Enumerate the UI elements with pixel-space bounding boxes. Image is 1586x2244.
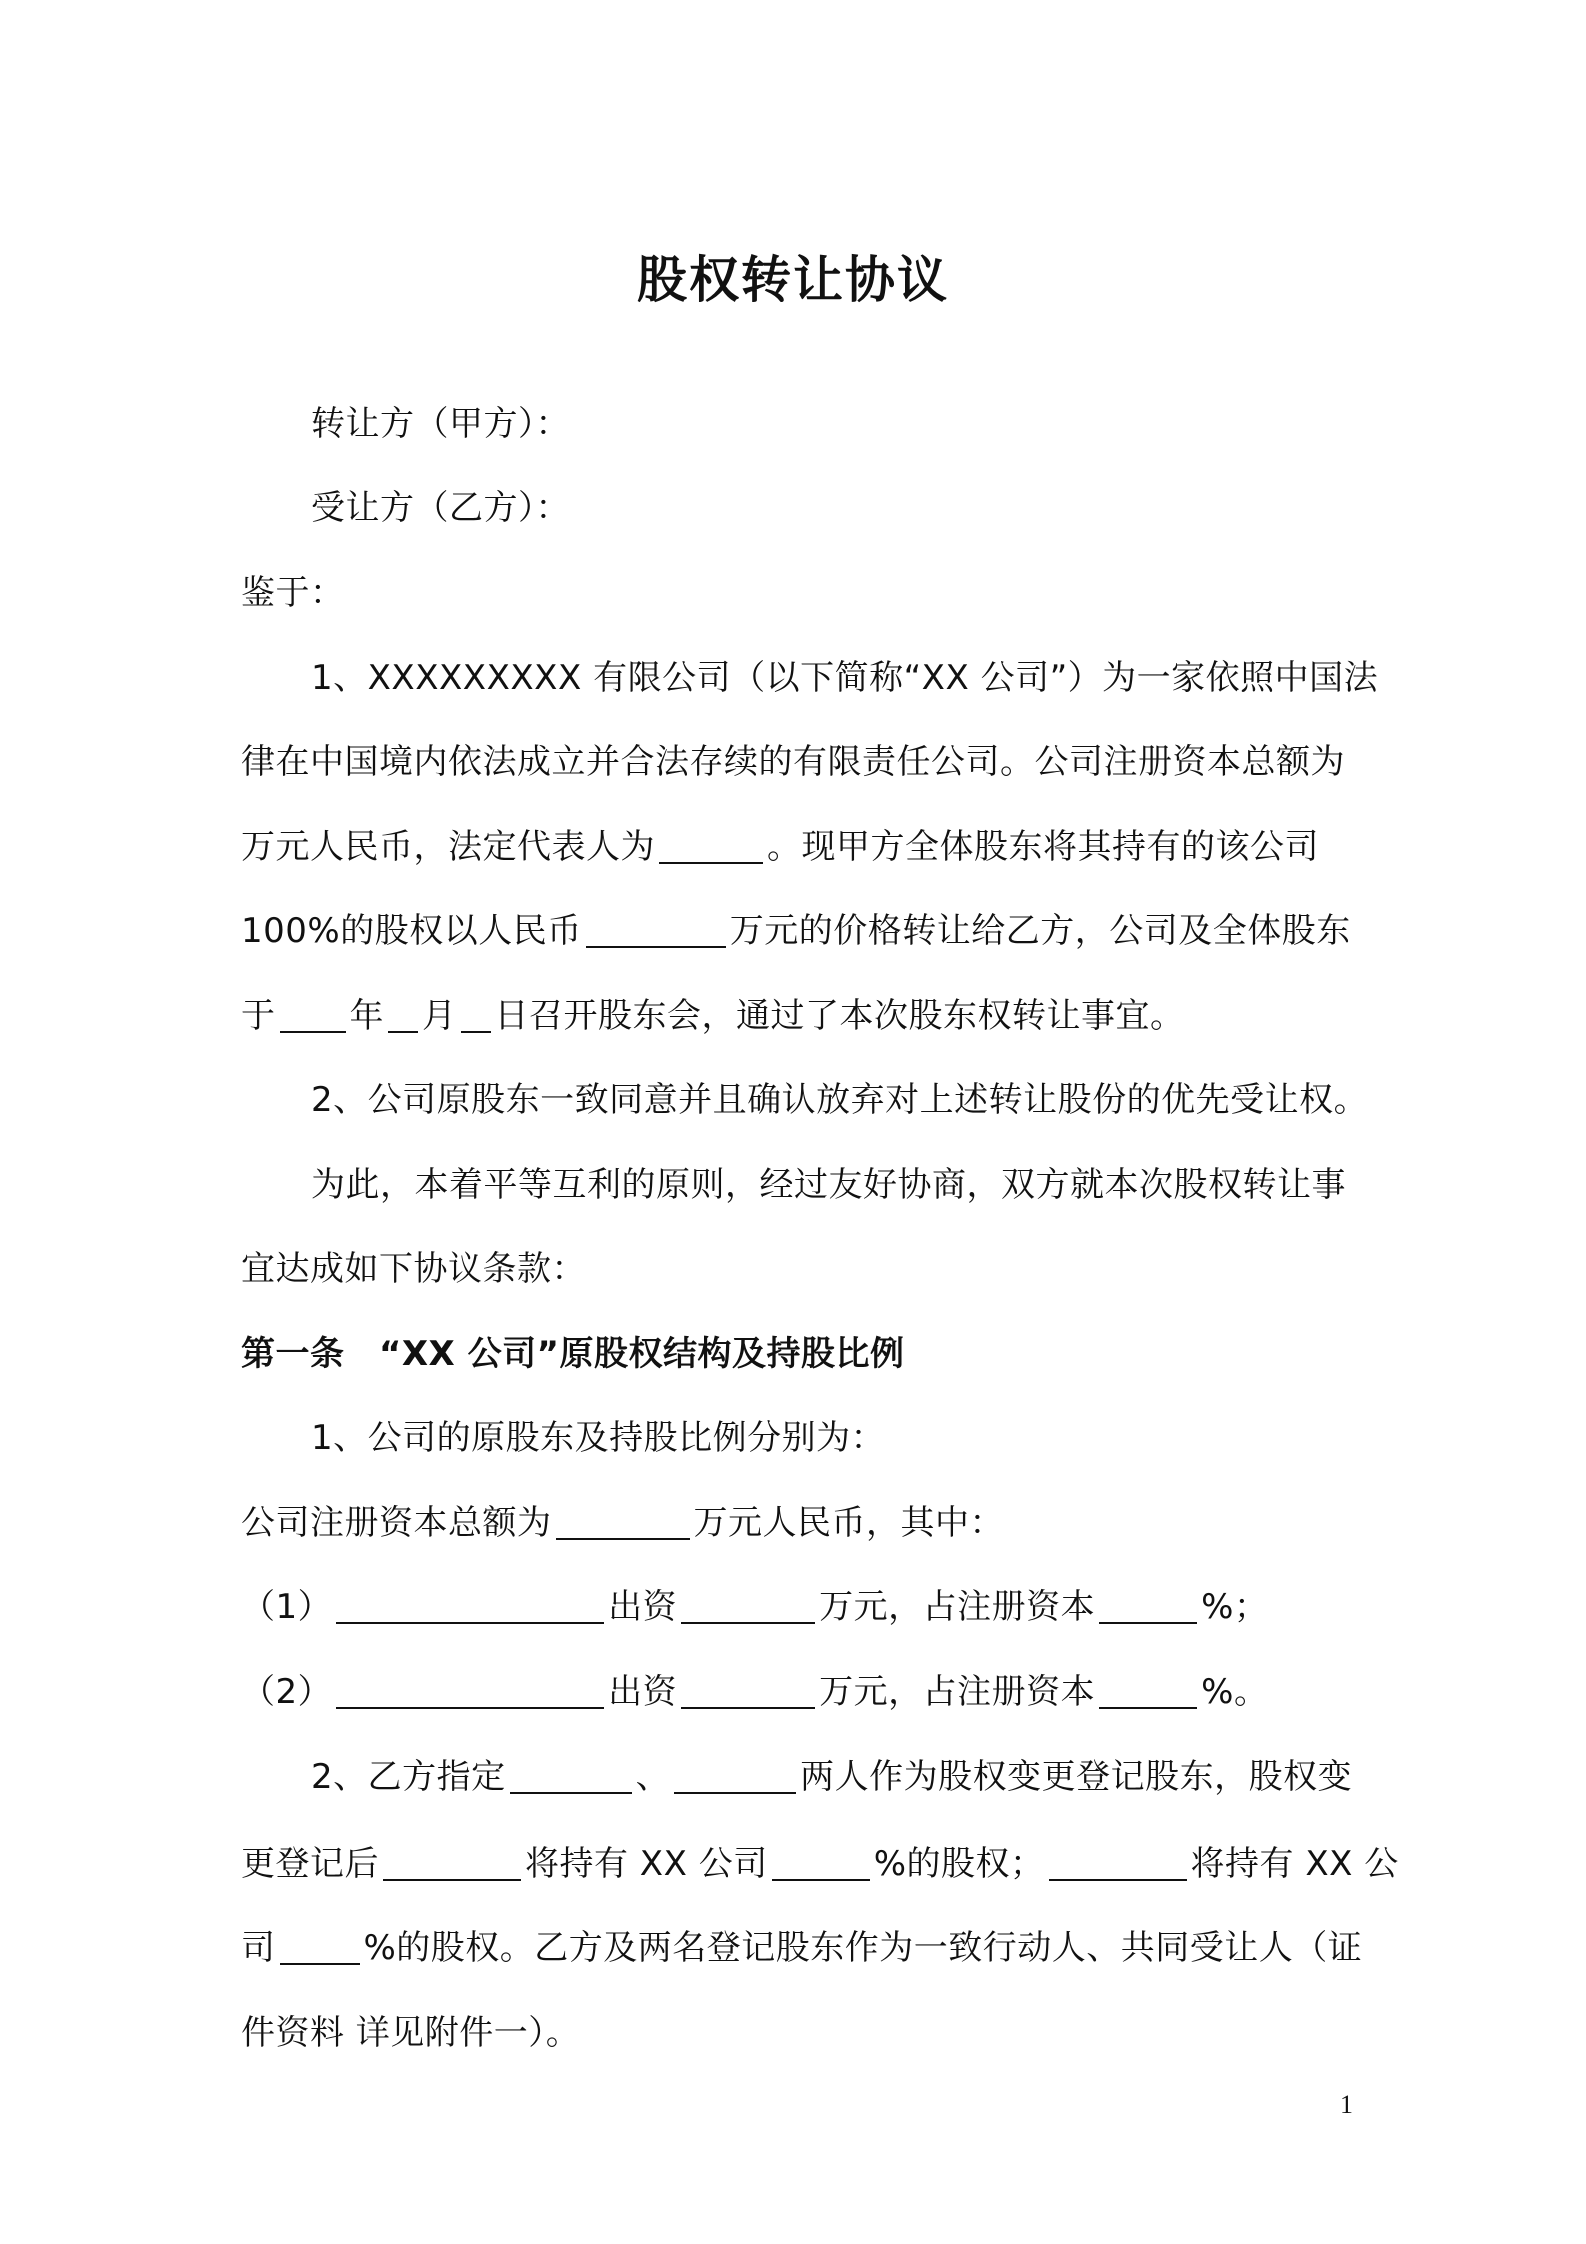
clause2-line: 2、公司原股东一致同意并且确认放弃对上述转让股份的优先受让权。 xyxy=(311,1080,1369,1120)
item2-l2-text-c: %的股权； xyxy=(873,1844,1045,1884)
article1-item2-line4: 件资料 详见附件一）。 xyxy=(241,2013,581,2053)
article1-heading: 第一条 “XX 公司”原股权结构及持股比例 xyxy=(241,1334,905,1374)
day-blank xyxy=(461,995,491,1033)
row1-number: （1） xyxy=(241,1587,333,1627)
article1-item1: 1、公司的原股东及持股比例分别为： xyxy=(311,1418,886,1458)
capital-text-b: 万元人民币，其中： xyxy=(693,1503,1004,1543)
document-title: 股权转让协议 xyxy=(637,251,949,309)
item2-l3-text-b: %的股权。乙方及两名登记股东作为一致行动人、共同受让人（证 xyxy=(363,1928,1363,1968)
item2-text-a: 2、乙方指定 xyxy=(311,1757,506,1797)
row2-amount-blank xyxy=(681,1671,815,1709)
transferee-line: 受让方（乙方）： xyxy=(311,488,570,528)
row2-invest-label: 出资 xyxy=(608,1672,678,1712)
clause1-line3 xyxy=(241,825,1319,869)
item2-text-c: 两人作为股权变更登记股东，股权变 xyxy=(800,1757,1353,1797)
clause1-line1: 1、XXXXXXXXX 有限公司（以下简称“XX 公司”）为一家依照中国法 xyxy=(311,658,1379,698)
capital-text-a: 公司注册资本总额为 xyxy=(241,1503,552,1543)
item2-l3-text-a: 司 xyxy=(241,1928,276,1968)
clause1-line4-text-a: 100%的股权以人民币 xyxy=(241,911,582,951)
clause1-line4-text-b: 万元的价格转让给乙方，公司及全体股东 xyxy=(729,911,1351,951)
row1-pct-blank xyxy=(1099,1586,1197,1624)
capital-line xyxy=(241,1501,1004,1545)
item2-l2-text-a: 更登记后 xyxy=(241,1844,379,1884)
year-label: 年 xyxy=(349,996,384,1036)
holder1-pct-blank xyxy=(772,1843,870,1881)
clause1-line3-text-a: 万元人民币，法定代表人为 xyxy=(241,827,655,867)
item2-text-b: 、 xyxy=(635,1757,671,1797)
article1-item2-line2 xyxy=(241,1842,1399,1886)
designee2-blank xyxy=(674,1756,796,1794)
transferor-line: 转让方（甲方）： xyxy=(311,404,570,444)
row2-pct-blank xyxy=(1099,1671,1197,1709)
row2-unit-label: 万元，占注册资本 xyxy=(819,1672,1096,1712)
article1-item2-line1 xyxy=(311,1755,1352,1799)
page-number: 1 xyxy=(1340,2090,1353,2119)
row1-name-blank xyxy=(336,1586,604,1624)
price-blank xyxy=(586,910,726,948)
month-blank xyxy=(388,995,418,1033)
row1-amount-blank xyxy=(681,1586,815,1624)
designee1-blank xyxy=(510,1756,632,1794)
intro-line1: 为此，本着平等互利的原则，经过友好协商，双方就本次股权转让事 xyxy=(311,1165,1346,1205)
clause1-line5-text-d: 日召开股东会，通过了本次股东权转让事宜。 xyxy=(494,996,1185,1036)
capital-blank xyxy=(556,1502,690,1540)
clause1-line3-text-b: 。现甲方全体股东将其持有的该公司 xyxy=(767,827,1319,867)
clause1-line5 xyxy=(241,994,1185,1038)
month-label: 月 xyxy=(422,996,457,1036)
holder2-blank xyxy=(1049,1843,1187,1881)
holder1-blank xyxy=(383,1843,521,1881)
row2-number: （2） xyxy=(241,1672,333,1712)
shareholder-row-2 xyxy=(241,1670,1268,1714)
year-blank xyxy=(280,995,346,1033)
article1-item2-line3 xyxy=(241,1926,1362,1970)
clause1-line4 xyxy=(241,909,1351,953)
row2-name-blank xyxy=(336,1671,604,1709)
item2-l2-text-d: 将持有 XX 公 xyxy=(1190,1844,1399,1884)
row1-pct-label: %； xyxy=(1201,1587,1269,1627)
holder2-pct-blank xyxy=(280,1927,360,1965)
row2-pct-label: %。 xyxy=(1201,1672,1269,1712)
item2-l2-text-b: 将持有 XX 公司 xyxy=(525,1844,768,1884)
row1-unit-label: 万元，占注册资本 xyxy=(819,1587,1096,1627)
row1-invest-label: 出资 xyxy=(608,1587,678,1627)
shareholder-row-1 xyxy=(241,1585,1268,1629)
legal-rep-blank xyxy=(659,826,763,864)
clause1-line5-text-a: 于 xyxy=(241,996,276,1036)
intro-line2: 宜达成如下协议条款： xyxy=(241,1249,586,1289)
whereas-heading: 鉴于： xyxy=(241,573,345,613)
clause1-line2: 律在中国境内依法成立并合法存续的有限责任公司。公司注册资本总额为 xyxy=(241,742,1345,782)
